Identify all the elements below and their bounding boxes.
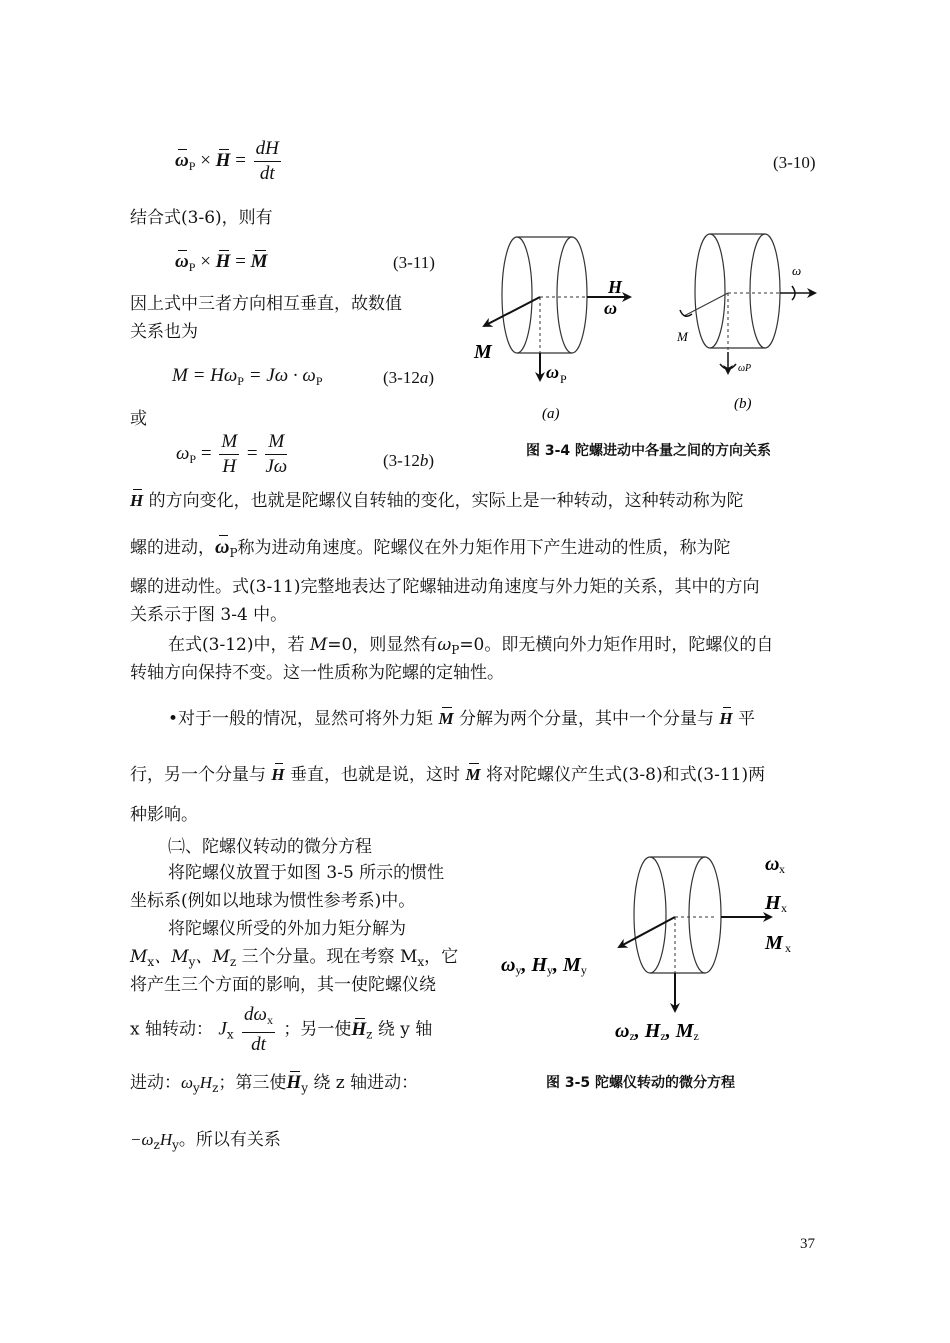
para3-line1: •对于一般的情况，显然可将外力矩 M 分解为两个分量，其中一个分量与 H 平 bbox=[168, 709, 756, 729]
label-M-x: M bbox=[765, 932, 783, 954]
label-omega-x: ω bbox=[765, 853, 780, 875]
equation-3-11: $\omega_P \times H = M$ bbox=[175, 251, 268, 274]
para1-line1: H 的方向变化，也就是陀螺仪自转轴的变化，实际上是一种转动，这种转动称为陀 bbox=[130, 491, 744, 511]
para4-line4: $M_x$、$M_y$、$M_z$ 三个分量。现在考察 $M_x$，它 bbox=[130, 947, 459, 969]
figure-3-4 bbox=[470, 228, 820, 428]
label-omegaP-b: ωP bbox=[738, 363, 752, 374]
para4-line8: $-\omega_zH_y$。所以有关系 bbox=[130, 1130, 281, 1152]
label-H-x-sub: x bbox=[781, 901, 787, 915]
para4-line7: 进动：$\omega_yH_z$；第三使$H_y$ 绕 z 轴进动： bbox=[130, 1072, 419, 1095]
para1-line4: 关系示于图 3-4 中。 bbox=[130, 605, 288, 625]
para4-line2: 坐标系(例如以地球为惯性参考系)中。 bbox=[130, 891, 416, 911]
cylinder-a bbox=[502, 237, 587, 353]
para4-line6: x 轴转动： $J_x$ $\frac{d\omega_x}{dt}$ ；另一使$H_z$ 绕 y 轴 bbox=[130, 1004, 433, 1055]
label-omegaP-sub-a: P bbox=[560, 372, 567, 386]
figure-3-5 bbox=[495, 845, 825, 1055]
label-omega-x-sub: x bbox=[779, 862, 785, 876]
cylinder-b bbox=[695, 234, 780, 348]
label-a: (a) bbox=[542, 406, 560, 422]
label-omega-a: ω bbox=[604, 298, 618, 318]
label-M-a: M bbox=[474, 341, 492, 363]
equation-3-12a: $M = H\omega_P = J\omega \cdot \omega_P$ bbox=[172, 365, 323, 388]
text-perpendicular-2: 关系也为 bbox=[130, 322, 198, 342]
line-M-b bbox=[684, 293, 728, 316]
cylinder-3-5 bbox=[634, 857, 721, 973]
equation-3-10: $\omega_P \times H$ = $\frac{dH}{dt}$ bbox=[175, 138, 279, 184]
label-M-b: M bbox=[677, 329, 688, 344]
label-omega-b: ω bbox=[792, 263, 802, 278]
label-M-x-sub: x bbox=[785, 941, 791, 955]
text-or: 或 bbox=[130, 409, 147, 429]
arrow-y-3-5 bbox=[619, 917, 675, 947]
para2-line1: 在式(3-12)中，若 M=0，则显然有$\omega_P=0$。即无横向外力矩作用时，陀螺仪的自 bbox=[168, 635, 774, 657]
figure-3-5-caption: 图 3-5 陀螺仪转动的微分方程 bbox=[546, 1075, 736, 1091]
equation-number-3-12b: (3-12b) bbox=[383, 451, 434, 470]
para3-line2: 行，另一个分量与 H 垂直，也就是说，这时 M 将对陀螺仪产生式(3-8)和式(3-11)两 bbox=[130, 765, 766, 785]
page-number: 37 bbox=[800, 1236, 815, 1252]
label-omegaP-a: ω bbox=[546, 362, 560, 382]
equation-number-3-11: (3-11) bbox=[393, 253, 435, 272]
para4-line3: 将陀螺仪所受的外加力矩分解为 bbox=[168, 919, 406, 939]
label-H-x: H bbox=[765, 892, 781, 914]
para2-line2: 转轴方向保持不变。这一性质称为陀螺的定轴性。 bbox=[130, 663, 504, 683]
section-heading: ㈡、陀螺仪转动的微分方程 bbox=[168, 837, 372, 857]
equation-number-3-10: (3-10) bbox=[773, 153, 816, 172]
figure-3-4-caption: 图 3-4 陀螺进动中各量之间的方向关系 bbox=[526, 443, 772, 459]
para4-line1: 将陀螺仪放置于如图 3-5 所示的惯性 bbox=[168, 863, 445, 883]
text-combine: 结合式(3-6)，则有 bbox=[130, 208, 273, 228]
para3-line3: 种影响。 bbox=[130, 805, 198, 825]
label-omega-H-M-z: ωz, Hz, Mz bbox=[615, 1020, 699, 1043]
equation-3-12b: $\omega_P$ = $\frac{M}{H}$ = $\frac{M}{J\omega}$ bbox=[176, 431, 288, 477]
para4-line5: 将产生三个方面的影响，其一使陀螺仪绕 bbox=[130, 975, 436, 995]
label-b: (b) bbox=[734, 396, 752, 412]
text-perpendicular-1: 因上式中三者方向相互垂直，故数值 bbox=[130, 294, 402, 314]
para1-line3: 螺的进动性。式(3-11)完整地表达了陀螺轴进动角速度与外力矩的关系，其中的方向 bbox=[130, 577, 760, 597]
equation-number-3-12a: (3-12a) bbox=[383, 368, 434, 387]
label-H-a: H bbox=[608, 277, 623, 297]
label-omega-H-M-y: ωy, Hy, My bbox=[501, 954, 587, 977]
para1-line2: 螺的进动，$\omega_P$称为进动角速度。陀螺仪在外力矩作用下产生进动的性质，称为陀 bbox=[130, 536, 731, 560]
